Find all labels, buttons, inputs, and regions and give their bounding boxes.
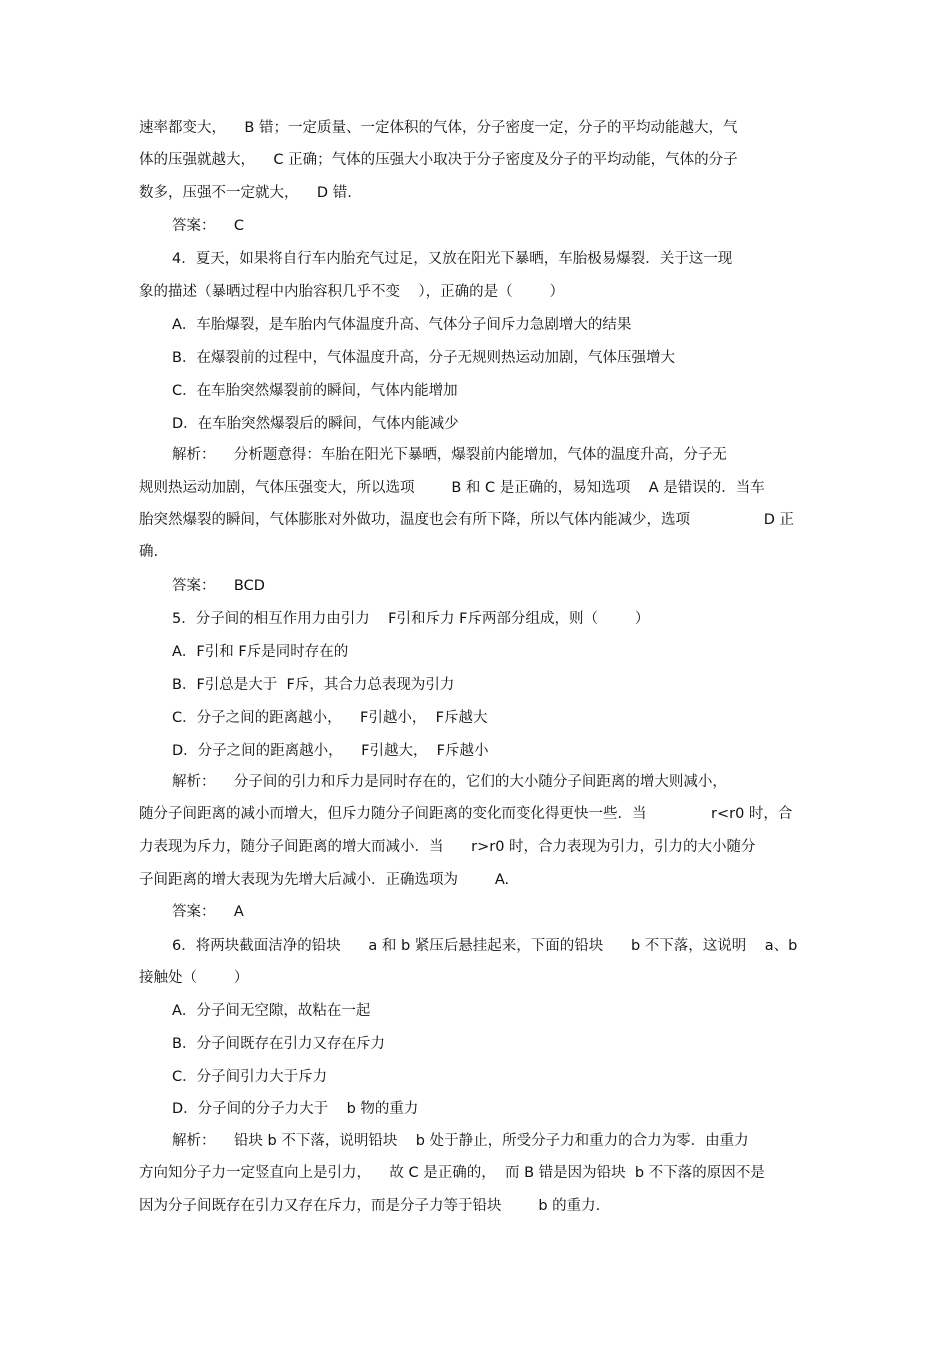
option-c: C．分子之间的距离越小， F引越小， F斥越大 xyxy=(172,710,488,726)
option-d: D．分子之间的距离越小， F引越大， F斥越小 xyxy=(172,743,489,759)
analysis-line: 方向知分子力一定竖直向上是引力， 故 C 是正确的， 而 B 错是因为铅块 b 不下落的原因不是 xyxy=(139,1165,765,1181)
text-line: 数多，压强不一定就大， D 错. xyxy=(139,185,352,201)
option-b: B．分子间既存在引力又存在斥力 xyxy=(172,1036,385,1052)
text-line: 体的压强就越大， C 正确；气体的压强大小取决于分子密度及分子的平均动能，气体的分子 xyxy=(139,152,738,168)
option-b: B．在爆裂前的过程中，气体温度升高，分子无规则热运动加剧，气体压强增大 xyxy=(172,350,675,366)
analysis-line: 解析： 铅块 b 不下落，说明铅块 b 处于静止，所受分子力和重力的合力为零．由重力 xyxy=(172,1133,749,1149)
analysis-line: 子间距离的增大表现为先增大后减小．正确选项为 A. xyxy=(139,872,510,888)
analysis-line: 规则热运动加剧，气体压强变大，所以选项 B 和 C 是正确的，易知选项 A 是错误的．当车 xyxy=(139,480,765,496)
analysis-line: 解析： 分子间的引力和斥力是同时存在的，它们的大小随分子间距离的增大则减小， xyxy=(172,774,727,790)
text-line: 速率都变大， B 错；一定质量、一定体积的气体，分子密度一定，分子的平均动能越大，气 xyxy=(139,120,738,136)
analysis-line: 胎突然爆裂的瞬间，气体膨胀对外做功，温度也会有所下降，所以气体内能减少，选项 D 正 xyxy=(139,512,795,528)
analysis-line: 力表现为斥力，随分子间距离的增大而减小．当 r>r0 时，合力表现为引力，引力的大小随分 xyxy=(139,839,756,855)
question-4-line: 4．夏天，如果将自行车内胎充气过足，又放在阳光下暴晒，车胎极易爆裂．关于这一现 xyxy=(172,251,733,267)
option-b: B．F引总是大于 F斥，其合力总表现为引力 xyxy=(172,677,455,693)
option-c: C．分子间引力大于斥力 xyxy=(172,1069,328,1085)
option-c: C．在车胎突然爆裂前的瞬间，气体内能增加 xyxy=(172,383,458,399)
answer-line: 答案： A xyxy=(172,904,244,920)
analysis-line: 确. xyxy=(139,544,159,560)
option-a: A．车胎爆裂，是车胎内气体温度升高、气体分子间斥力急剧增大的结果 xyxy=(172,317,632,333)
analysis-line: 因为分子间既存在引力又存在斥力，而是分子力等于铅块 b 的重力. xyxy=(139,1198,601,1214)
option-a: A．分子间无空隙，故粘在一起 xyxy=(172,1003,371,1019)
option-d: D．在车胎突然爆裂后的瞬间，气体内能减少 xyxy=(172,416,459,432)
option-a: A．F引和 F斥是同时存在的 xyxy=(172,644,349,660)
option-d: D．分子间的分子力大于 b 物的重力 xyxy=(172,1101,419,1117)
answer-line: 答案： BCD xyxy=(172,578,265,594)
answer-line: 答案： C xyxy=(172,218,245,234)
question-5-line: 5．分子间的相互作用力由引力 F引和斥力 F斥两部分组成，则（ ） xyxy=(172,611,650,627)
question-6-line: 接触处（ ） xyxy=(139,970,249,986)
question-6-line: 6．将两块截面洁净的铅块 a 和 b 紧压后悬挂起来，下面的铅块 b 不下落，这说明 a、b xyxy=(172,938,798,954)
question-4-line: 象的描述（暴晒过程中内胎容积几乎不变 ），正确的是（ ） xyxy=(139,284,565,300)
analysis-line: 随分子间距离的减小而增大，但斥力随分子间距离的变化而变化得更快一些．当 r<r0 时，合 xyxy=(139,806,793,822)
analysis-line: 解析： 分析题意得：车胎在阳光下暴晒，爆裂前内能增加，气体的温度升高，分子无 xyxy=(172,447,727,463)
